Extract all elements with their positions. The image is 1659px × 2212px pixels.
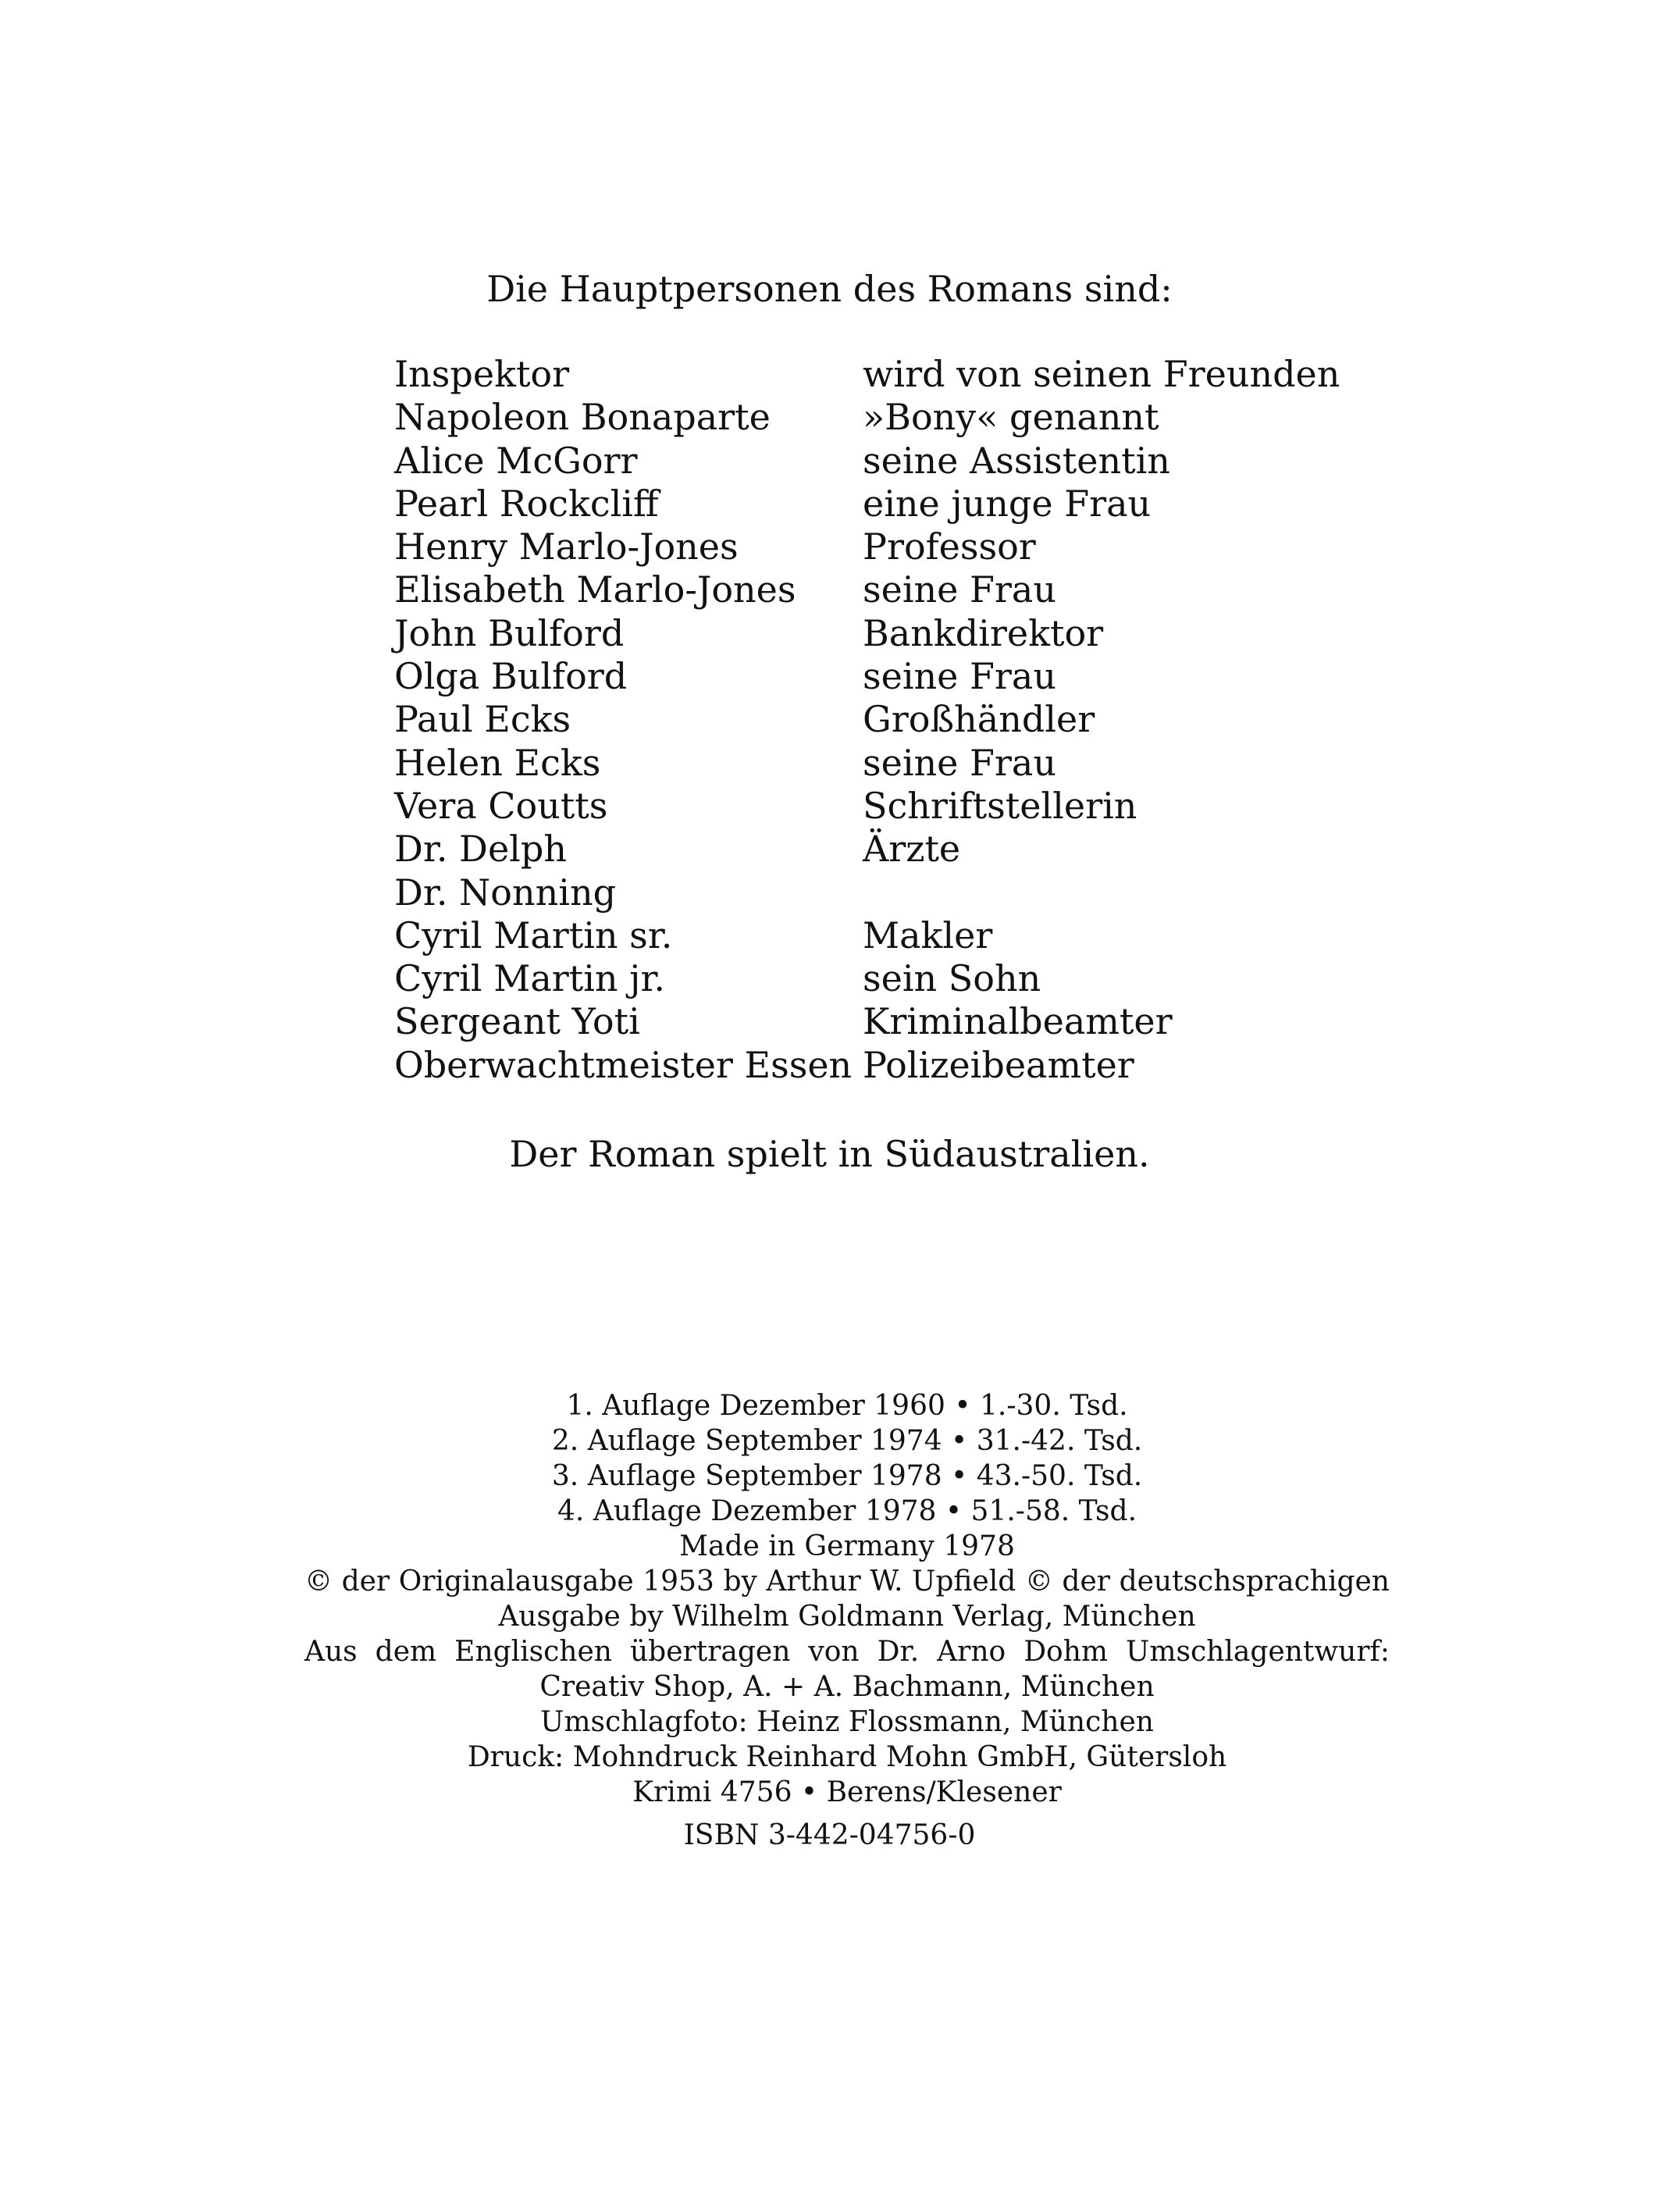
cover-photo-credit: Umschlagfoto: Heinz Flossmann, München xyxy=(540,1706,1154,1738)
isbn-number: ISBN 3-442-04756-0 xyxy=(683,1819,976,1851)
cast-name: Cyril Martin sr. xyxy=(394,914,673,956)
page-heading: Die Hauptpersonen des Romans sind: xyxy=(486,268,1173,310)
edition-line: 4. Auflage Dezember 1978 • 51.-58. Tsd. xyxy=(557,1495,1137,1527)
translation-credit: Aus dem Englischen übertragen von Dr. Arno Dohm Umschlagentwurf: Creativ Shop, A. + A. Bachmann, München xyxy=(304,1636,1390,1703)
cast-row xyxy=(394,612,1331,655)
cast-role: Ärzte xyxy=(863,828,961,871)
cast-role: Schriftstellerin xyxy=(863,784,1137,827)
cast-role: eine junge Frau xyxy=(863,482,1152,525)
cast-name: Napoleon Bonaparte xyxy=(394,396,771,439)
cast-row xyxy=(394,483,1331,525)
cast-name: Dr. Delph xyxy=(394,828,567,871)
edition-line: 3. Auflage September 1978 • 43.-50. Tsd. xyxy=(551,1460,1143,1492)
cast-name: Cyril Martin jr. xyxy=(394,957,665,1000)
cast-name: Olga Bulford xyxy=(394,655,628,698)
made-in-line: Made in Germany 1978 xyxy=(679,1530,1015,1562)
cast-name: Oberwachtmeister Essen xyxy=(394,1043,853,1086)
edition-line: 1. Auflage Dezember 1960 • 1.-30. Tsd. xyxy=(566,1390,1128,1422)
cast-row xyxy=(394,525,1331,568)
cast-row xyxy=(394,568,1331,611)
cast-name: Inspektor xyxy=(394,353,570,395)
cast-row xyxy=(394,785,1331,828)
cast-role: wird von seinen Freunden xyxy=(863,353,1340,395)
cast-role: Bankdirektor xyxy=(863,611,1104,654)
edition-line: 2. Auflage September 1974 • 31.-42. Tsd. xyxy=(551,1425,1143,1457)
cast-name: Vera Coutts xyxy=(394,784,608,827)
cast-row xyxy=(394,698,1331,741)
cast-name: John Bulford xyxy=(394,611,625,654)
cast-name: Sergeant Yoti xyxy=(394,1000,640,1043)
cast-role: sein Sohn xyxy=(863,957,1041,1000)
print-credit: Druck: Mohndruck Reinhard Mohn GmbH, Gütersloh xyxy=(467,1741,1227,1773)
cast-role: Makler xyxy=(863,914,993,956)
series-line: Krimi 4756 • Berens/Klesener xyxy=(632,1776,1062,1808)
cast-role: »Bony« genannt xyxy=(863,396,1159,439)
cast-row xyxy=(394,828,1331,871)
copyright-text: © der Originalausgabe 1953 by Arthur W. Upfield © der deutschsprachigen Ausgabe by Wilhelm Goldmann Verlag, München xyxy=(304,1565,1390,1633)
cast-role: Großhändler xyxy=(863,698,1095,741)
cast-role: seine Frau xyxy=(863,568,1056,611)
cast-role: seine Assistentin xyxy=(863,439,1170,482)
cast-name: Dr. Nonning xyxy=(394,871,617,914)
cast-row xyxy=(394,396,1331,439)
cast-role: seine Frau xyxy=(863,655,1056,698)
cast-role: Kriminalbeamter xyxy=(863,1000,1173,1043)
cast-role: seine Frau xyxy=(863,741,1056,784)
cast-name: Paul Ecks xyxy=(394,698,571,741)
cast-row xyxy=(394,655,1331,698)
setting-note: Der Roman spielt in Südaustralien. xyxy=(509,1133,1150,1175)
cast-name: Helen Ecks xyxy=(394,741,601,784)
cast-row xyxy=(394,440,1331,483)
cast-name: Elisabeth Marlo-Jones xyxy=(394,568,796,611)
cast-row xyxy=(394,914,1331,957)
cast-row xyxy=(394,353,1340,396)
cast-name: Alice McGorr xyxy=(394,439,638,482)
cast-row xyxy=(394,957,1331,1000)
cast-role: Polizeibeamter xyxy=(863,1043,1134,1086)
cast-role xyxy=(863,871,1331,914)
cast-role: Professor xyxy=(863,525,1036,568)
cast-row xyxy=(394,871,1331,914)
cast-name: Pearl Rockcliff xyxy=(394,482,659,525)
cast-row xyxy=(394,1000,1331,1043)
cast-row xyxy=(394,1044,1331,1087)
cast-name: Henry Marlo-Jones xyxy=(394,525,739,568)
imprint-block xyxy=(304,1388,1390,1810)
cast-list xyxy=(394,353,1340,1087)
cast-row xyxy=(394,742,1331,785)
